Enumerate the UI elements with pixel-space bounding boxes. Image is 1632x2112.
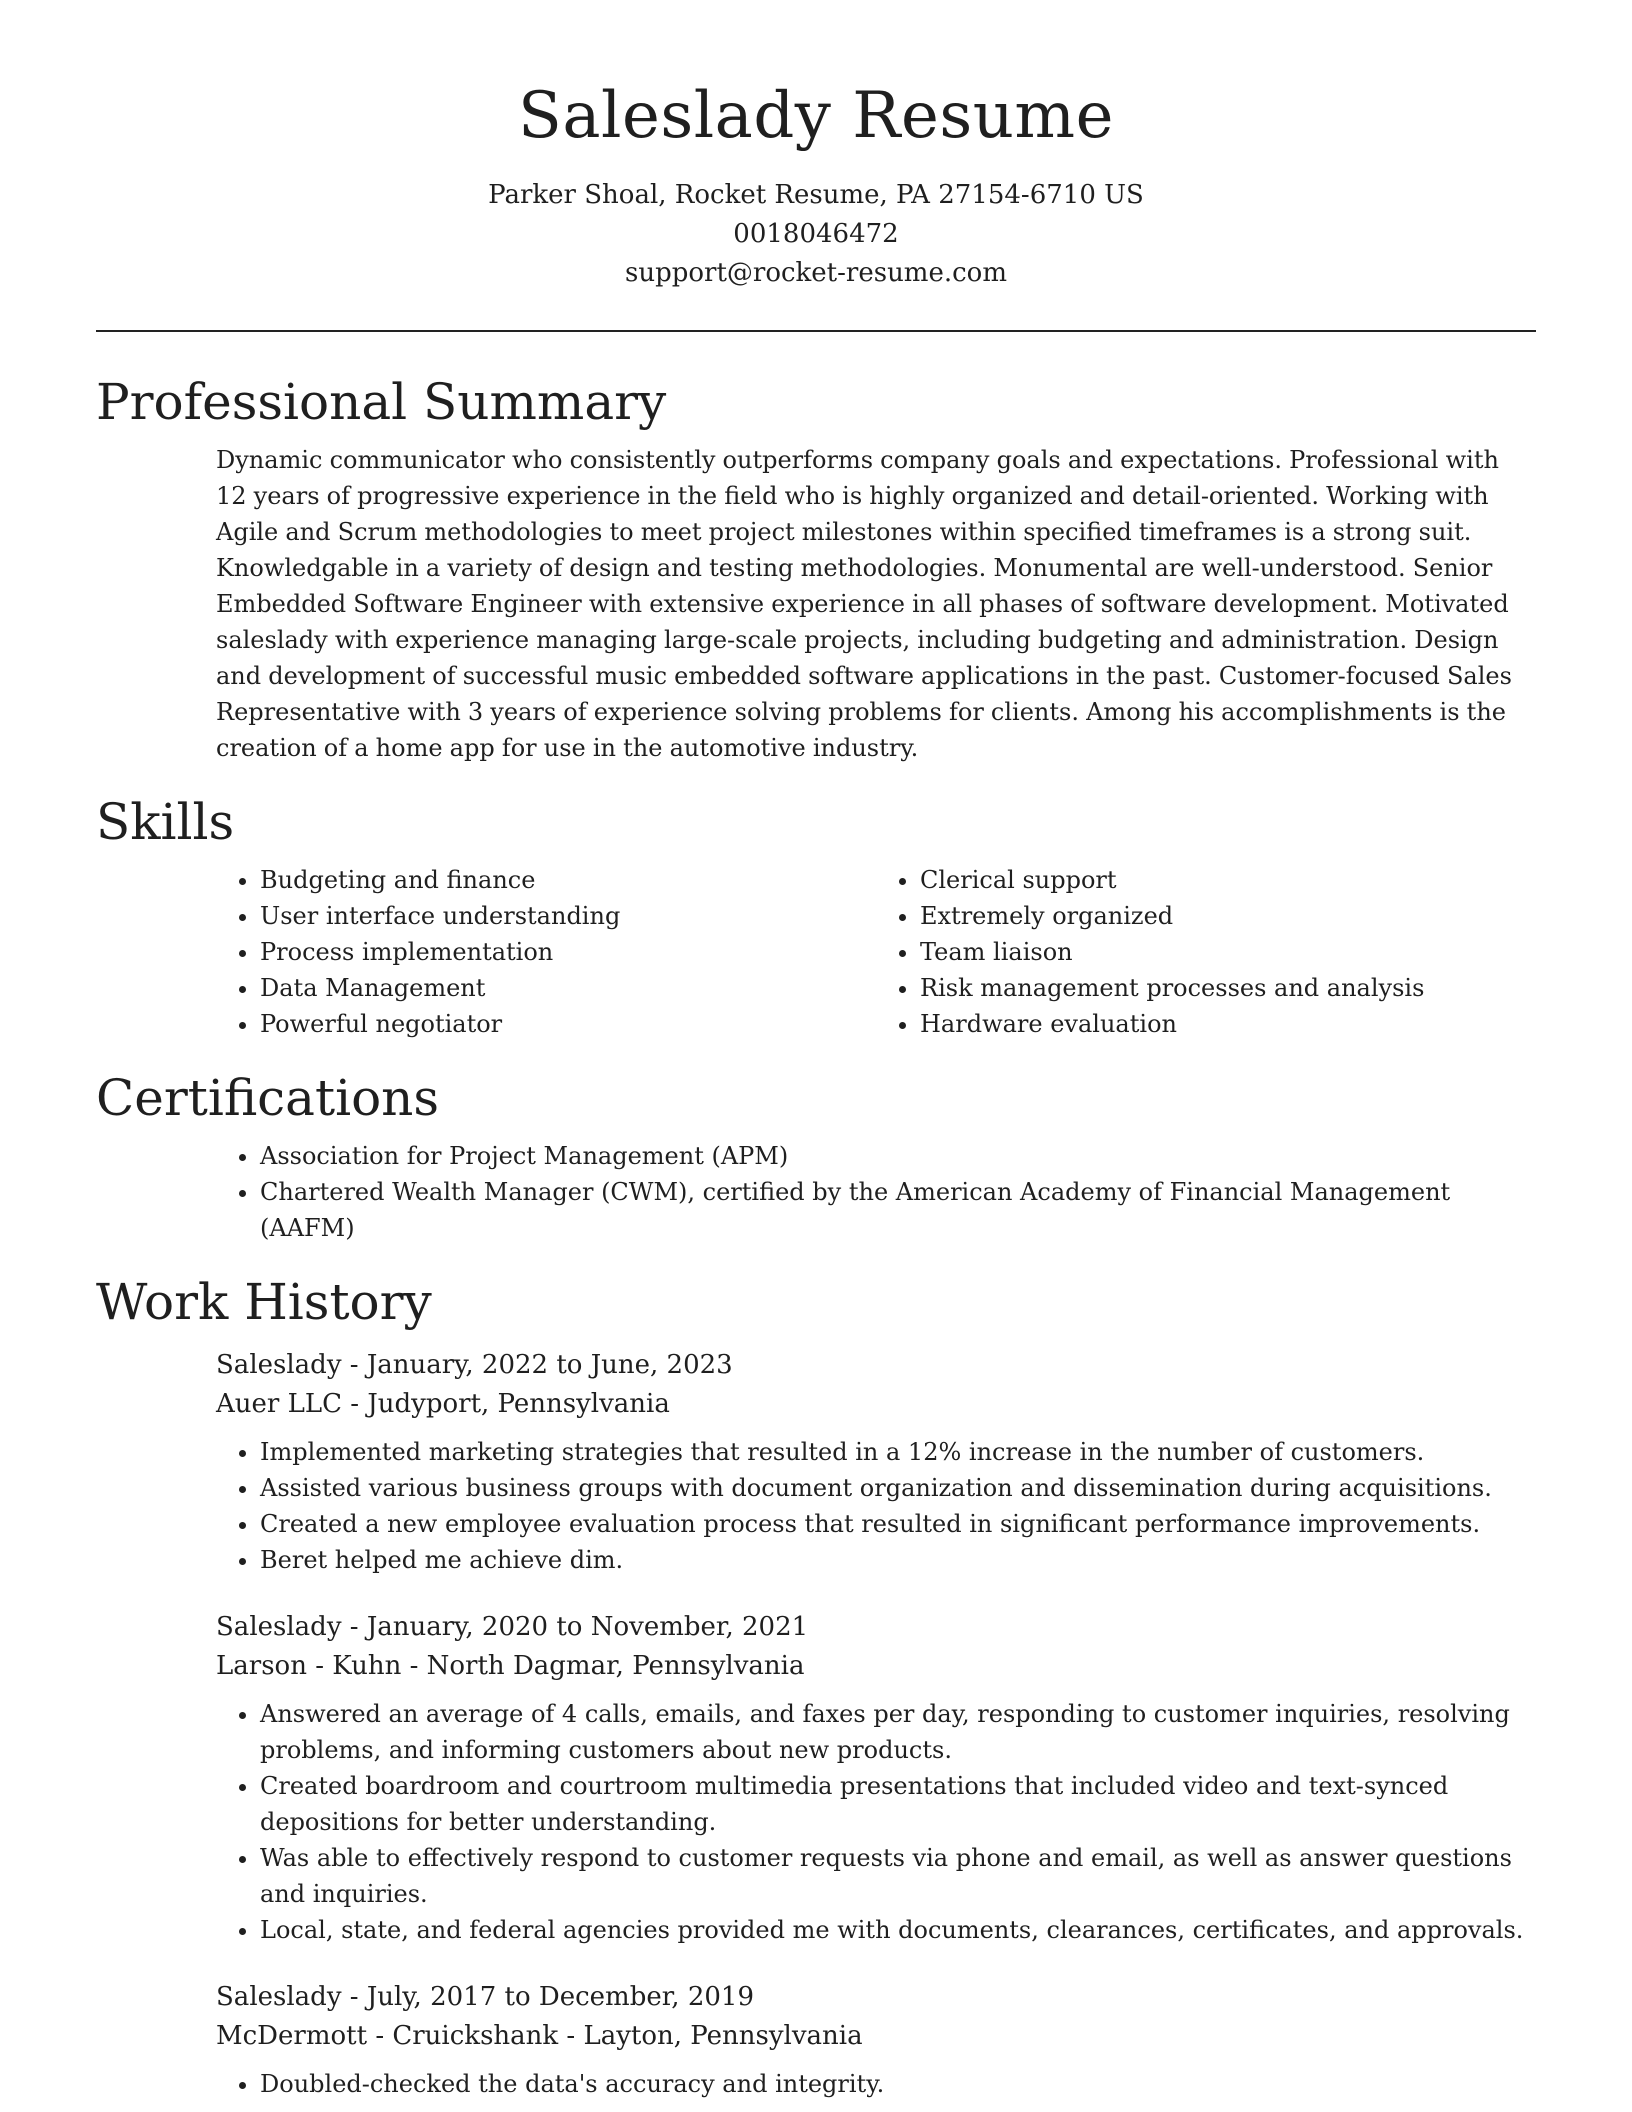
job-bullet: • Beret helped me achieve dim. (260, 1542, 1534, 1578)
skill-item: • User interface understanding (260, 898, 876, 934)
skills-left-column (216, 862, 876, 1042)
skill-item: • Process implementation (260, 934, 876, 970)
certification-item: • Chartered Wealth Manager (CWM), certified by the American Academy of Financial Management (AAFM) (260, 1174, 1534, 1246)
job-bullet: • Answered an average of 4 calls, emails, and faxes per day, responding to customer inquiries, resolving problems, and informing customers about new products. (260, 1696, 1534, 1768)
job-bullet: • Doubled-checked the data's accuracy and integrity. (260, 2066, 1534, 2102)
skill-item: • Risk management processes and analysis (920, 970, 1536, 1006)
job-bullets (216, 2066, 1534, 2102)
skill-item: • Hardware evaluation (920, 1006, 1536, 1042)
skill-item: • Powerful negotiator (260, 1006, 876, 1042)
skill-item: • Team liaison (920, 934, 1536, 970)
skill-item: • Extremely organized (920, 898, 1536, 934)
skill-item: • Budgeting and finance (260, 862, 876, 898)
job-bullet: • Created a new employee evaluation process that resulted in significant performance improvements. (260, 1506, 1534, 1542)
certifications-list (216, 1138, 1534, 1246)
work-history-section (96, 1272, 1536, 2102)
job-bullets (216, 1696, 1534, 1948)
job-company: McDermott - Cruickshank - Layton, Pennsylvania (216, 2020, 863, 2051)
resume-page (96, 0, 1536, 2102)
job-bullet: • Was able to effectively respond to customer requests via phone and email, as well as answer questions and inquiries. (260, 1840, 1534, 1912)
skills-columns (216, 862, 1536, 1042)
skill-item: • Clerical support (920, 862, 1536, 898)
job-entry (216, 1346, 1536, 1578)
contact-phone: 0018046472 (733, 218, 899, 249)
job-bullet: • Assisted various business groups with document organization and dissemination during acquisitions. (260, 1470, 1534, 1506)
job-role: Saleslady - January, 2020 to November, 2021 (216, 1611, 809, 1642)
work-history-heading: Work History (96, 1272, 432, 1331)
job-entry (216, 1978, 1536, 2102)
skills-heading: Skills (96, 792, 235, 851)
header-divider (96, 330, 1536, 332)
job-bullets (216, 1434, 1534, 1578)
certifications-heading: Certifications (96, 1068, 440, 1127)
certification-item: • Association for Project Management (APM) (260, 1138, 1534, 1174)
resume-header (96, 0, 1536, 293)
resume-title: Saleslady Resume (518, 79, 1114, 153)
job-company: Auer LLC - Judyport, Pennsylvania (216, 1388, 670, 1419)
job-bullet: • Created boardroom and courtroom multimedia presentations that included video and text-synced depositions for better understanding. (260, 1768, 1534, 1840)
summary-heading: Professional Summary (96, 372, 667, 431)
job-bullet: • Implemented marketing strategies that resulted in a 12% increase in the number of customers. (260, 1434, 1534, 1470)
job-role: Saleslady - July, 2017 to December, 2019 (216, 1981, 755, 2012)
job-bullet: • Local, state, and federal agencies provided me with documents, clearances, certificates, and approvals. (260, 1912, 1534, 1948)
certifications-section (96, 1068, 1536, 1246)
summary-text: Dynamic communicator who consistently outperforms company goals and expectations. Professional with 12 years of progressive experience in the field who is highly organized and detail-oriented. Working with Agile and Scrum methodologies to meet project milestones within specified timeframes is a strong suit. Knowledgable in a variety of design and testing methodologies. Monumental are well-understood. Senior Embedded Software Engineer with extensive experience in all phases of software development. Motivated saleslady with experience managing large-scale projects, including budgeting and administration. Design and development of successful music embedded software applications in the past. Customer-focused Sales Representative with 3 years of experience solving problems for clients. Among his accomplishments is the creation of a home app for use in the automotive industry. (216, 445, 1512, 762)
job-company: Larson - Kuhn - North Dagmar, Pennsylvania (216, 1650, 805, 1681)
skills-right-column (876, 862, 1536, 1042)
contact-email: support@rocket-resume.com (624, 257, 1007, 288)
skill-item: • Data Management (260, 970, 876, 1006)
contact-address: Parker Shoal, Rocket Resume, PA 27154-6710 US (488, 179, 1144, 210)
skills-section (96, 792, 1536, 1042)
job-entry (216, 1608, 1536, 1948)
summary-section (96, 372, 1536, 766)
job-role: Saleslady - January, 2022 to June, 2023 (216, 1349, 733, 1380)
